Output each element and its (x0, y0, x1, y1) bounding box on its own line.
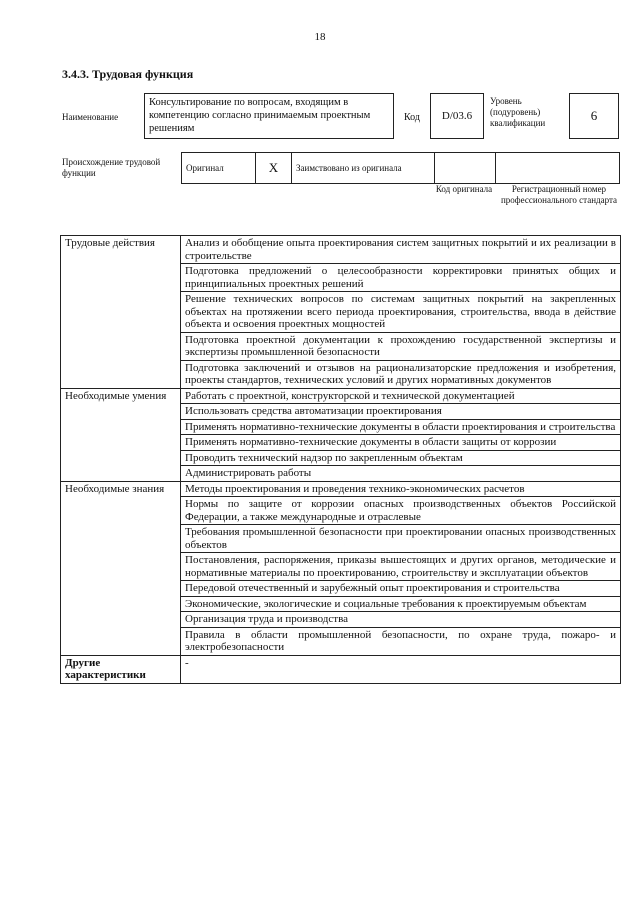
function-details-table (60, 235, 621, 684)
item-cell: Постановления, распоряжения, приказы вышестоящих и других органов, методические и нормативные материалы по проектированию, строительству и эксплуатации объектов (181, 553, 621, 581)
item-cell: Методы проектирования и проведения технико-экономических расчетов (181, 481, 621, 497)
origin-code-cell (435, 153, 496, 184)
table-row (61, 466, 621, 482)
origin-table (181, 152, 620, 184)
table-row (61, 332, 621, 360)
item-cell: Работать с проектной, конструкторской и технической документацией (181, 388, 621, 404)
table-row (61, 388, 621, 404)
level-label: Уровень (подуровень) квалификации (490, 96, 546, 128)
category-cell: Трудовые действия (61, 236, 181, 264)
function-code-box: D/03.6 (430, 93, 484, 139)
origin-mark-cell: X (256, 153, 292, 184)
item-cell: Проводить технический надзор по закрепленным объектам (181, 450, 621, 466)
table-row (61, 481, 621, 497)
table-row (61, 627, 621, 655)
origin-reg-cell (496, 153, 620, 184)
table-row (61, 264, 621, 292)
table-row (61, 612, 621, 628)
origin-original-cell: Оригинал (182, 153, 256, 184)
item-cell: Использовать средства автоматизации проектирования (181, 404, 621, 420)
table-row (61, 404, 621, 420)
item-cell: Применять нормативно-технические документы в области защиты от коррозии (181, 435, 621, 451)
table-row (61, 419, 621, 435)
table-row (61, 292, 621, 333)
qualification-level-box: 6 (569, 93, 619, 139)
item-cell: Применять нормативно-технические документы в области проектирования и строительства (181, 419, 621, 435)
category-cell: Необходимые умения (61, 388, 181, 404)
table-row (61, 435, 621, 451)
category-cell: Необходимые знания (61, 481, 181, 497)
item-cell: - (181, 655, 621, 683)
item-cell: Администрировать работы (181, 466, 621, 482)
item-cell: Нормы по защите от коррозии опасных производственных объектов Российской Федерации, а также международные и отраслевые (181, 497, 621, 525)
table-row (61, 596, 621, 612)
item-cell: Подготовка заключений и отзывов на рационализаторские предложения и изобретения, проекты стандартов, технических условий и других нормативных документов (181, 360, 621, 388)
table-row (61, 525, 621, 553)
item-cell: Требования промышленной безопасности при проектировании опасных производственных объектов (181, 525, 621, 553)
origin-label: Происхождение трудовой функции (62, 157, 161, 178)
reg-number-caption: Регистрационный номер профессионального стандарта (500, 184, 618, 205)
item-cell: Передовой отечественный и зарубежный опыт проектирования и строительства (181, 581, 621, 597)
item-cell: Организация труда и производства (181, 612, 621, 628)
table-row (61, 655, 621, 683)
function-name-box: Консультирование по вопросам, входящим в компетенцию согласно принимаемым проектным решениям (144, 93, 394, 139)
table-row (61, 236, 621, 264)
code-label: Код (404, 112, 420, 123)
page-number: 18 (314, 31, 326, 43)
table-row (61, 360, 621, 388)
section-title: 3.4.3. Трудовая функция (62, 67, 194, 81)
table-row (61, 450, 621, 466)
item-cell: Подготовка предложений о целесообразности корректировки принятых общих и принципиальных проектных решений (181, 264, 621, 292)
origin-borrowed-cell: Заимствовано из оригинала (292, 153, 435, 184)
table-row (61, 581, 621, 597)
item-cell: Правила в области промышленной безопасности, по охране труда, пожаро- и электробезопасности (181, 627, 621, 655)
table-row (61, 553, 621, 581)
table-row (61, 497, 621, 525)
item-cell: Решение технических вопросов по системам защитных покрытий на закрепленных объектах на протяжении всего периода проектирования, строительства, ввода в действие объекта и освоения проектных мощностей (181, 292, 621, 333)
category-cell: Другие характеристики (61, 655, 181, 683)
item-cell: Экономические, экологические и социальные требования к проектируемым объектам (181, 596, 621, 612)
name-label: Наименование (62, 112, 119, 122)
code-original-caption: Код оригинала (435, 184, 493, 194)
item-cell: Подготовка проектной документации к прохождению государственной экспертизы и экспертизы промышленной безопасности (181, 332, 621, 360)
item-cell: Анализ и обобщение опыта проектирования систем защитных покрытий и их реализации в строительстве (181, 236, 621, 264)
